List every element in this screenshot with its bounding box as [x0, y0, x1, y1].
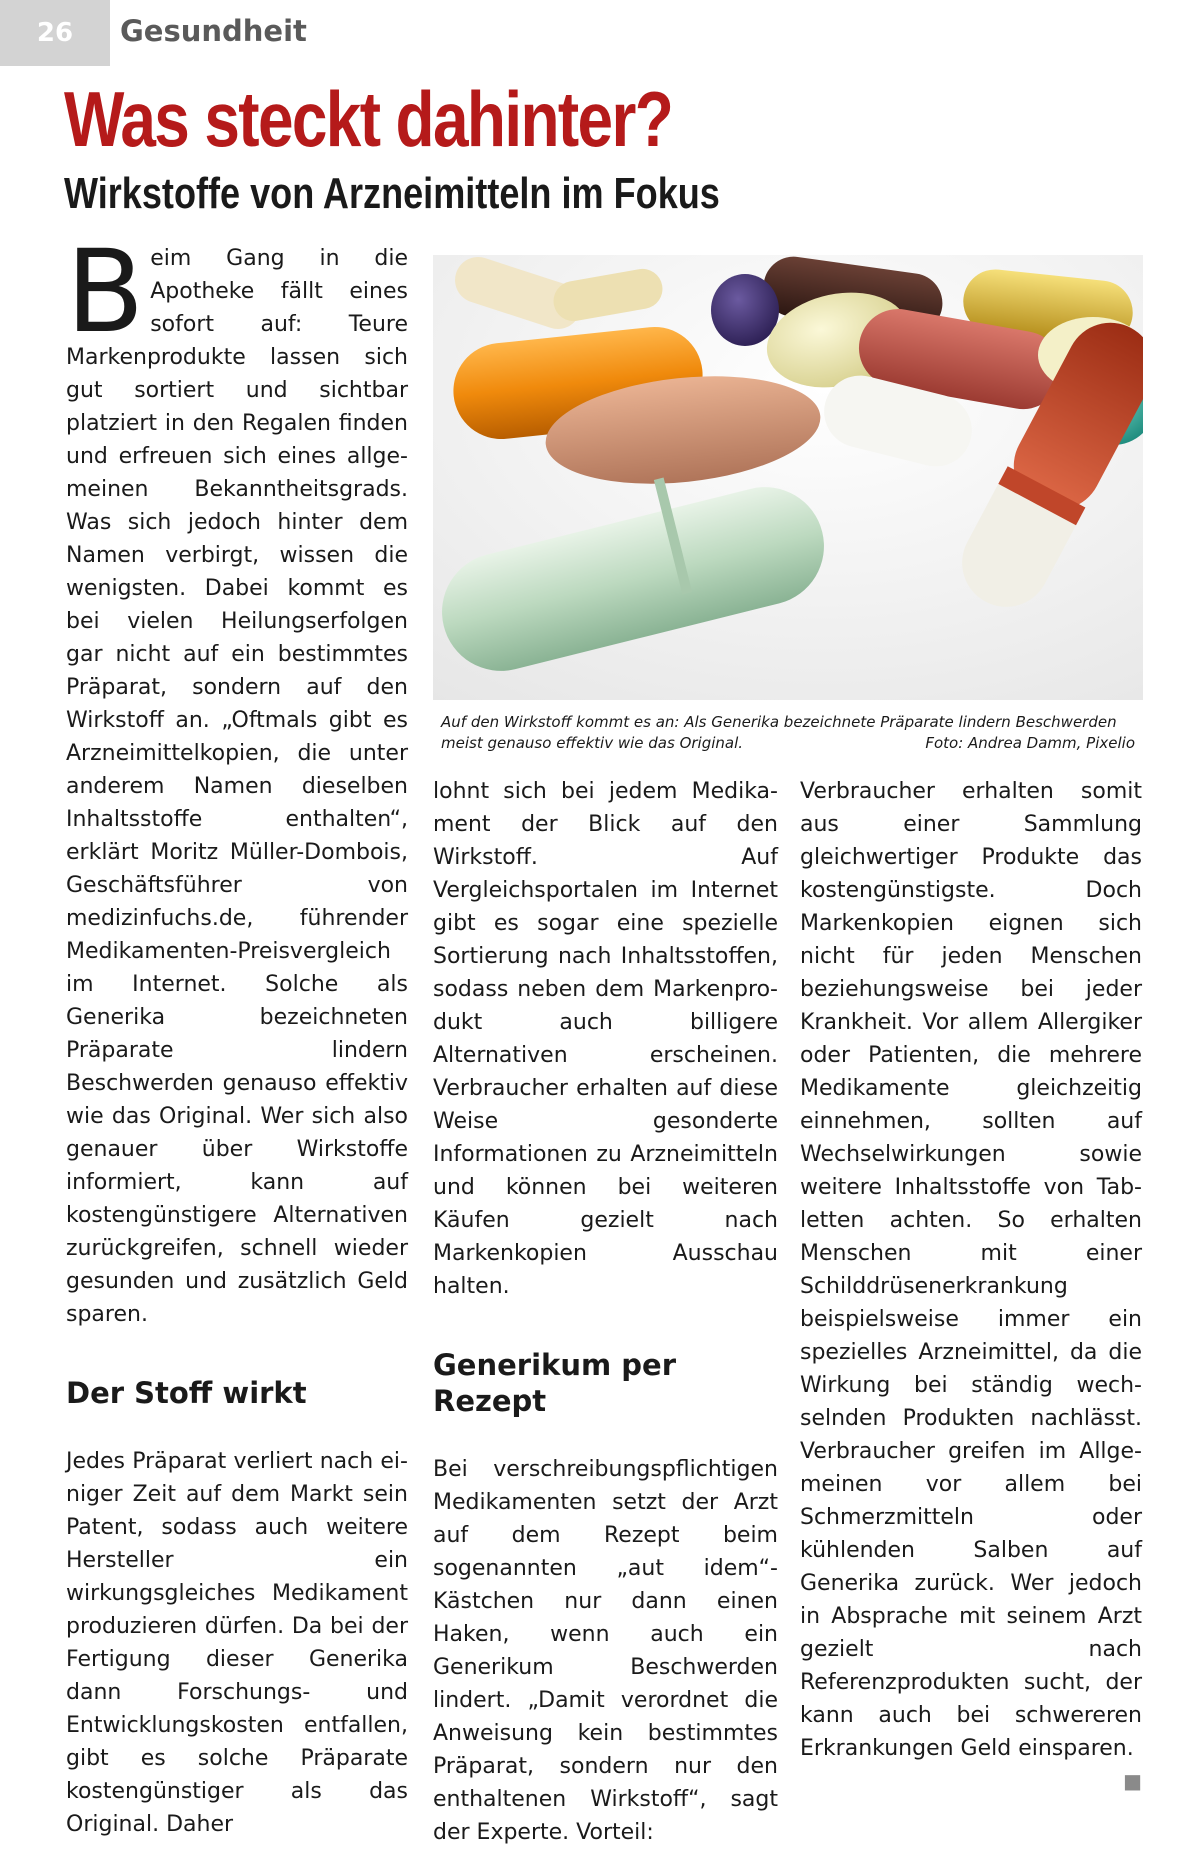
photo-caption: [441, 712, 1135, 754]
text-column-3: [800, 775, 1142, 1798]
page-number: 26: [0, 0, 110, 66]
intro-paragraph: [66, 225, 408, 1331]
end-mark-icon: ■: [1123, 1769, 1142, 1793]
article-title: Was steckt dahinter?: [64, 75, 673, 163]
text-column-1: [66, 225, 408, 1841]
dropcap: B: [66, 225, 145, 358]
column-2-paragraph: lohnt sich bei jedem Medikament der Blick auf den Wirkstoff. Auf Vergleichsportalen im Internet gibt es sogar eine spezielle Sortierung nach Inhaltsstoffen, sodass neben dem Markenprodukt auch billigere Alternativen erscheinen. Verbraucher erhalten auf diese Weise gesonderte Informationen zu Arzneimitteln und können bei weiteren Käufen gezielt nach Markenkopien Ausschau halten.: [433, 779, 778, 1299]
pills-photo: [433, 255, 1143, 700]
section-label: Gesundheit: [120, 14, 307, 48]
article-subtitle: Wirkstoffe von Arzneimitteln im Fokus: [64, 169, 720, 218]
photo-credit: Foto: Andrea Damm, Pixelio: [925, 734, 1135, 752]
subheading-der-stoff-wirkt: Der Stoff wirkt: [66, 1376, 307, 1410]
section-2-paragraph: Bei verschreibungspflichtigen Medikamenten setzt der Arzt auf dem Rezept beim sogenannten „aut idem“-Kästchen nur dann einen Haken, wenn auch ein Generikum Beschwerden lindert. „Damit verordnet die Anweisung kein bestimmtes Präparat, sondern nur den enthaltenen Wirkstoff“, sagt der Experte. Vorteil:: [433, 1457, 778, 1845]
intro-text: eim Gang in die Apotheke fällt eines sofort auf: Teure Markenprodukte lassen sich gut sortiert und sichtbar platziert in den Regalen finden und erfreuen sich eines allgemeinen Bekanntheitsgrads. Was sich jedoch hinter dem Namen verbirgt, wissen die wenigsten. Dabei kommt es bei vielen Heilungserfolgen gar nicht auf ein bestimmtes Präparat, sondern auf den Wirkstoff an. „Oftmals gibt es Arzneimittelkopien, die unter anderem Namen dieselben Inhaltsstoffe enthalten“, erklärt Moritz Müller-Dombois, Geschäftsführer von medizinfuchs.de, führender Medikamenten-Preisvergleich im Internet. Solche als Generika bezeichneten Präparate lindern Beschwerden genauso effektiv wie das Original. Wer sich also genauer über Wirkstoffe informiert, kann auf kostengünstigere Alternativen zurückgreifen, schnell wieder gesunden und zusätzlich Geld sparen.: [66, 246, 408, 1327]
text-column-2: [433, 775, 778, 1849]
column-3-paragraph: [800, 775, 1142, 1793]
caption-text: Auf den Wirkstoff kommt es an: Als Generika bezeichnete Präparate lindern Beschwerden meist genauso effektiv wie das Original.: [441, 713, 1117, 752]
subheading-generikum-per-rezept: Generikum per Rezept: [433, 1348, 677, 1418]
column-3-text: Verbraucher erhalten somit aus einer Sammlung gleichwertiger Produkte das kostengünstigste. Doch Markenkopien eignen sich nicht für jeden Menschen beziehungsweise bei jeder Krankheit. Vor allem Allergiker oder Patienten, die mehrere Medikamente gleichzeitig einnehmen, sollten auf Wechselwirkungen sowie weitere Inhaltsstoffe von Tabletten achten. So erhalten Menschen mit einer Schilddrüsenerkrankung beispielsweise immer ein spezielles Arzneimittel, da die Wirkung bei ständig wechselnden Produkten nachlässt. Verbraucher greifen im Allgemeinen vor allem bei Schmerzmitteln oder kühlenden Salben auf Generika zurück. Wer jedoch in Absprache mit seinem Arzt gezielt nach Referenzprodukten sucht, der kann auch bei schwereren Erkrankungen Geld einsparen.: [800, 779, 1142, 1761]
pills-illustration: [433, 255, 1143, 700]
section-1-paragraph: Jedes Präparat verliert nach einiger Zeit auf dem Markt sein Patent, sodass auch weitere Hersteller ein wirkungsgleiches Medikament produzieren dürfen. Da bei der Fertigung dieser Generika dann Forschungs- und Entwicklungskosten entfallen, gibt es solche Präparate kostengünstiger als das Original. Daher: [66, 1449, 408, 1837]
